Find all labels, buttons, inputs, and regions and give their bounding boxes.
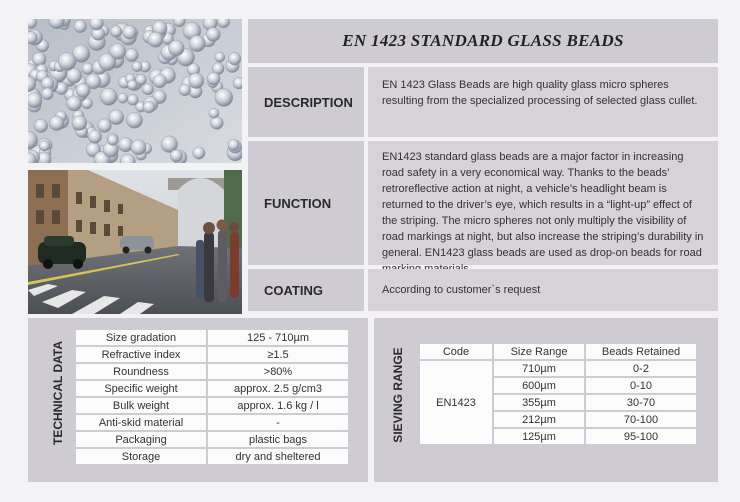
tech-key: Packaging [76,432,206,447]
tech-key: Refractive index [76,347,206,362]
table-row [76,347,348,362]
tech-value: 125 - 710µm [208,330,348,345]
table-row [76,398,348,413]
tech-value: approx. 2.5 g/cm3 [208,381,348,396]
page-title: EN 1423 STANDARD GLASS BEADS [342,31,624,50]
table-row [76,330,348,345]
table-row [76,415,348,430]
sieving-range-label: SIEVING RANGE [391,347,405,443]
header-size-range: Size Range [494,344,584,359]
tech-value: >80% [208,364,348,379]
sieve-size: 710µm [494,361,584,376]
glass-beads-photo [28,19,242,163]
title-bar [248,19,718,63]
tech-key: Size gradation [76,330,206,345]
function-label: FUNCTION [248,141,364,265]
sieve-retained: 70-100 [586,412,696,427]
sieve-retained: 95-100 [586,429,696,444]
sieve-code: EN1423 [420,361,492,444]
technical-data-label: TECHNICAL DATA [51,341,65,445]
header-beads-retained: Beads Retained [586,344,696,359]
tech-value: approx. 1.6 kg / l [208,398,348,413]
tech-value: dry and sheltered [208,449,348,464]
tech-value: plastic bags [208,432,348,447]
header-code: Code [420,344,492,359]
coating-text: According to customer`s request [368,269,718,311]
tech-key: Storage [76,449,206,464]
sieve-retained: 0-10 [586,378,696,393]
street-image [28,170,242,314]
tech-key: Specific weight [76,381,206,396]
sieving-range-table [418,342,698,446]
sieving-range-panel [374,318,718,482]
technical-data-table [74,328,350,466]
sieve-retained: 30-70 [586,395,696,410]
table-row [76,381,348,396]
tech-key: Bulk weight [76,398,206,413]
glass-beads-image [28,19,242,163]
tech-value: - [208,415,348,430]
tech-value: ≥1.5 [208,347,348,362]
tech-key: Anti-skid material [76,415,206,430]
street-photo [28,170,242,314]
sieve-size: 600µm [494,378,584,393]
table-row [76,432,348,447]
table-row [420,361,696,376]
sieve-size: 355µm [494,395,584,410]
tech-key: Roundness [76,364,206,379]
table-row [76,449,348,464]
sieve-size: 212µm [494,412,584,427]
coating-label: COATING [248,269,364,311]
description-text: EN 1423 Glass Beads are high quality glass micro spheres resulting from the specialized processing of selected glass cullet. [368,67,718,137]
sieve-retained: 0-2 [586,361,696,376]
table-row [76,364,348,379]
function-text: EN1423 standard glass beads are a major factor in increasing road safety in a very economical way. Thanks to the beads’ retroreflective action at night, a vehicle’s headlight beam is returned to the driver’s eye, which results in a “light-up” effect of the striping. The micro spheres not only multiply the visibility of road markings at night, but also increase the striping’s durability in general. EN1423 glass beads are used as drop-on beads for road [368,141,718,265]
description-label: DESCRIPTION [248,67,364,137]
technical-data-panel [28,318,368,482]
sieve-size: 125µm [494,429,584,444]
table-header-row [420,344,696,359]
